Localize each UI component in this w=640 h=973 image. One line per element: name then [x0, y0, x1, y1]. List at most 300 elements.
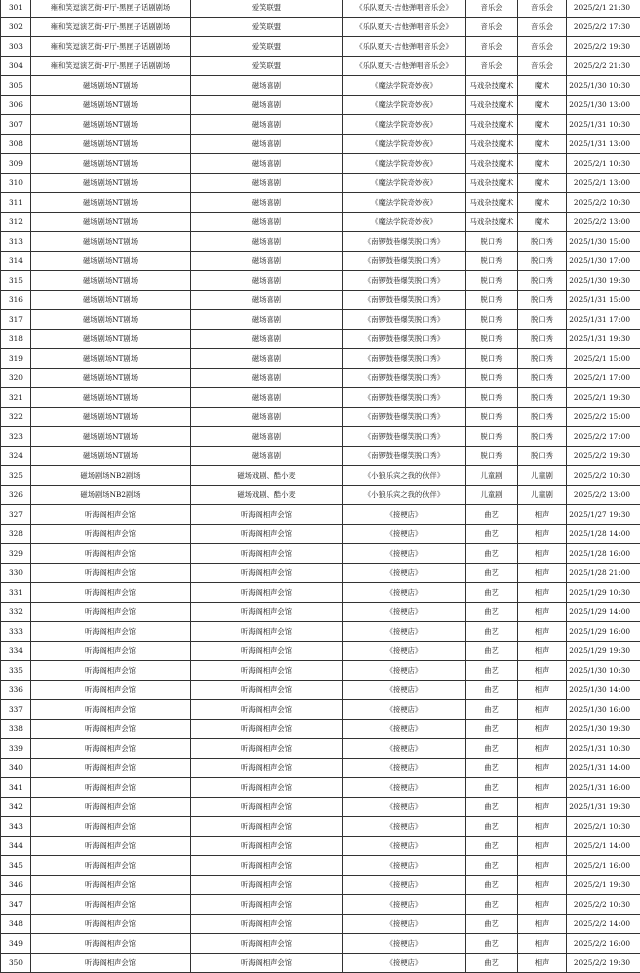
cell-category: 曲艺: [466, 953, 518, 973]
cell-row-number: 323: [1, 427, 31, 447]
cell-show-title: 《接梗店》: [343, 602, 466, 622]
cell-show-title: 《魔法学院奇妙夜》: [343, 173, 466, 193]
cell-organizer: 听海阁相声会馆: [191, 895, 343, 915]
cell-venue: 听海阁相声会馆: [31, 934, 191, 954]
cell-venue: 听海阁相声会馆: [31, 953, 191, 973]
cell-organizer: 听海阁相声会馆: [191, 680, 343, 700]
cell-row-number: 331: [1, 583, 31, 603]
cell-venue: 听海阁相声会馆: [31, 563, 191, 583]
cell-show-time: 2025/2/2 16:00: [567, 934, 640, 954]
table-row: [1, 739, 640, 759]
cell-organizer: 听海阁相声会馆: [191, 563, 343, 583]
cell-show-title: 《接梗店》: [343, 680, 466, 700]
cell-category: 曲艺: [466, 641, 518, 661]
cell-category: 马戏杂技魔术: [466, 115, 518, 135]
cell-category: 马戏杂技魔术: [466, 173, 518, 193]
cell-subcategory: 相声: [518, 524, 567, 544]
cell-subcategory: 相声: [518, 875, 567, 895]
cell-category: 曲艺: [466, 895, 518, 915]
table-row: [1, 76, 640, 96]
cell-row-number: 301: [1, 0, 31, 17]
cell-row-number: 347: [1, 895, 31, 915]
cell-show-time: 2025/2/1 10:30: [567, 154, 640, 174]
cell-organizer: 爱笑联盟: [191, 0, 343, 17]
cell-subcategory: 脱口秀: [518, 349, 567, 369]
cell-organizer: 磁场戏剧、酷小麦: [191, 485, 343, 505]
cell-show-title: 《乐队夏天-吉他弹唱音乐会》: [343, 56, 466, 76]
cell-show-time: 2025/2/1 10:30: [567, 817, 640, 837]
cell-organizer: 磁场喜剧: [191, 154, 343, 174]
cell-show-time: 2025/1/30 14:00: [567, 680, 640, 700]
cell-venue: 磁场剧场NT剧场: [31, 407, 191, 427]
cell-subcategory: 脱口秀: [518, 271, 567, 291]
cell-organizer: 磁场喜剧: [191, 134, 343, 154]
cell-show-time: 2025/2/1 21:30: [567, 0, 640, 17]
cell-venue: 雍和笑逗演艺街-F厅-黑匣子话剧剧场: [31, 56, 191, 76]
cell-category: 脱口秀: [466, 290, 518, 310]
cell-organizer: 听海阁相声会馆: [191, 641, 343, 661]
cell-category: 曲艺: [466, 661, 518, 681]
cell-show-time: 2025/1/28 16:00: [567, 544, 640, 564]
cell-venue: 听海阁相声会馆: [31, 739, 191, 759]
cell-organizer: 听海阁相声会馆: [191, 778, 343, 798]
cell-organizer: 磁场喜剧: [191, 349, 343, 369]
cell-show-time: 2025/1/29 16:00: [567, 622, 640, 642]
cell-show-time: 2025/1/30 17:00: [567, 251, 640, 271]
cell-row-number: 350: [1, 953, 31, 973]
cell-venue: 听海阁相声会馆: [31, 875, 191, 895]
cell-row-number: 342: [1, 797, 31, 817]
cell-category: 曲艺: [466, 797, 518, 817]
cell-venue: 听海阁相声会馆: [31, 544, 191, 564]
cell-venue: 磁场剧场NT剧场: [31, 290, 191, 310]
cell-subcategory: 音乐会: [518, 17, 567, 37]
cell-show-time: 2025/2/2 15:00: [567, 407, 640, 427]
cell-subcategory: 相声: [518, 836, 567, 856]
cell-organizer: 爱笑联盟: [191, 56, 343, 76]
cell-show-time: 2025/1/31 10:30: [567, 739, 640, 759]
cell-organizer: 磁场喜剧: [191, 173, 343, 193]
cell-venue: 磁场剧场NT剧场: [31, 251, 191, 271]
cell-row-number: 313: [1, 232, 31, 252]
cell-show-title: 《接梗店》: [343, 895, 466, 915]
cell-organizer: 听海阁相声会馆: [191, 856, 343, 876]
cell-venue: 听海阁相声会馆: [31, 700, 191, 720]
cell-show-title: 《接梗店》: [343, 563, 466, 583]
cell-organizer: 磁场喜剧: [191, 193, 343, 213]
cell-category: 曲艺: [466, 700, 518, 720]
table-row: [1, 427, 640, 447]
cell-show-title: 《南锣鼓巷爆笑脱口秀》: [343, 388, 466, 408]
cell-row-number: 319: [1, 349, 31, 369]
cell-show-time: 2025/2/1 13:00: [567, 173, 640, 193]
table-row: [1, 680, 640, 700]
cell-show-time: 2025/1/31 19:30: [567, 329, 640, 349]
table-row: [1, 875, 640, 895]
cell-category: 曲艺: [466, 583, 518, 603]
cell-show-title: 《乐队夏天-吉他弹唱音乐会》: [343, 17, 466, 37]
cell-show-time: 2025/2/2 19:30: [567, 953, 640, 973]
cell-subcategory: 相声: [518, 895, 567, 915]
cell-show-title: 《魔法学院奇妙夜》: [343, 134, 466, 154]
cell-category: 音乐会: [466, 17, 518, 37]
cell-show-time: 2025/2/1 19:30: [567, 875, 640, 895]
cell-category: 脱口秀: [466, 446, 518, 466]
cell-show-title: 《南锣鼓巷爆笑脱口秀》: [343, 251, 466, 271]
cell-category: 马戏杂技魔术: [466, 193, 518, 213]
cell-subcategory: 魔术: [518, 212, 567, 232]
cell-show-time: 2025/1/30 15:00: [567, 232, 640, 252]
cell-organizer: 听海阁相声会馆: [191, 934, 343, 954]
cell-show-title: 《接梗店》: [343, 953, 466, 973]
cell-venue: 磁场剧场NB2剧场: [31, 485, 191, 505]
table-row: [1, 700, 640, 720]
cell-subcategory: 魔术: [518, 173, 567, 193]
cell-subcategory: 脱口秀: [518, 427, 567, 447]
cell-subcategory: 魔术: [518, 193, 567, 213]
cell-category: 曲艺: [466, 680, 518, 700]
cell-row-number: 335: [1, 661, 31, 681]
cell-show-title: 《南锣鼓巷爆笑脱口秀》: [343, 349, 466, 369]
cell-show-title: 《接梗店》: [343, 914, 466, 934]
cell-row-number: 317: [1, 310, 31, 330]
cell-category: 曲艺: [466, 914, 518, 934]
cell-row-number: 343: [1, 817, 31, 837]
cell-category: 马戏杂技魔术: [466, 154, 518, 174]
table-row: [1, 641, 640, 661]
table-row: [1, 797, 640, 817]
table-row: [1, 446, 640, 466]
cell-show-title: 《接梗店》: [343, 817, 466, 837]
cell-show-time: 2025/1/29 19:30: [567, 641, 640, 661]
table-row: [1, 719, 640, 739]
cell-show-title: 《接梗店》: [343, 739, 466, 759]
cell-subcategory: 魔术: [518, 76, 567, 96]
cell-venue: 听海阁相声会馆: [31, 758, 191, 778]
table-row: [1, 173, 640, 193]
table-row: [1, 758, 640, 778]
cell-category: 曲艺: [466, 622, 518, 642]
cell-organizer: 听海阁相声会馆: [191, 817, 343, 837]
cell-show-title: 《接梗店》: [343, 797, 466, 817]
cell-venue: 听海阁相声会馆: [31, 641, 191, 661]
cell-organizer: 爱笑联盟: [191, 17, 343, 37]
cell-venue: 听海阁相声会馆: [31, 622, 191, 642]
cell-show-title: 《接梗店》: [343, 622, 466, 642]
cell-category: 马戏杂技魔术: [466, 95, 518, 115]
table-row: [1, 524, 640, 544]
table-row: [1, 661, 640, 681]
cell-category: 曲艺: [466, 778, 518, 798]
cell-show-title: 《魔法学院奇妙夜》: [343, 193, 466, 213]
cell-subcategory: 脱口秀: [518, 446, 567, 466]
cell-show-title: 《接梗店》: [343, 934, 466, 954]
cell-subcategory: 相声: [518, 602, 567, 622]
cell-show-time: 2025/1/31 19:30: [567, 797, 640, 817]
cell-show-time: 2025/2/2 10:30: [567, 466, 640, 486]
table-row: [1, 895, 640, 915]
cell-organizer: 磁场喜剧: [191, 212, 343, 232]
cell-show-title: 《接梗店》: [343, 778, 466, 798]
cell-organizer: 听海阁相声会馆: [191, 602, 343, 622]
cell-show-time: 2025/2/2 19:30: [567, 446, 640, 466]
cell-venue: 听海阁相声会馆: [31, 817, 191, 837]
table-row: [1, 563, 640, 583]
cell-row-number: 309: [1, 154, 31, 174]
cell-subcategory: 脱口秀: [518, 251, 567, 271]
cell-category: 曲艺: [466, 719, 518, 739]
cell-category: 马戏杂技魔术: [466, 134, 518, 154]
cell-show-title: 《南锣鼓巷爆笑脱口秀》: [343, 368, 466, 388]
cell-show-time: 2025/1/31 17:00: [567, 310, 640, 330]
cell-show-title: 《接梗店》: [343, 836, 466, 856]
cell-venue: 听海阁相声会馆: [31, 680, 191, 700]
table-row: [1, 115, 640, 135]
cell-organizer: 磁场喜剧: [191, 407, 343, 427]
table-row: [1, 232, 640, 252]
cell-category: 曲艺: [466, 505, 518, 525]
cell-show-title: 《南锣鼓巷爆笑脱口秀》: [343, 290, 466, 310]
table-row: [1, 17, 640, 37]
cell-category: 儿童剧: [466, 485, 518, 505]
table-row: [1, 388, 640, 408]
cell-show-time: 2025/1/31 10:30: [567, 115, 640, 135]
cell-show-time: 2025/1/27 19:30: [567, 505, 640, 525]
table-row: [1, 290, 640, 310]
cell-show-time: 2025/1/31 15:00: [567, 290, 640, 310]
cell-organizer: 听海阁相声会馆: [191, 875, 343, 895]
table-row: [1, 953, 640, 973]
cell-organizer: 听海阁相声会馆: [191, 583, 343, 603]
cell-show-title: 《接梗店》: [343, 700, 466, 720]
cell-venue: 磁场剧场NT剧场: [31, 76, 191, 96]
cell-subcategory: 相声: [518, 739, 567, 759]
cell-show-title: 《南锣鼓巷爆笑脱口秀》: [343, 271, 466, 291]
table-row: [1, 154, 640, 174]
table-row: [1, 836, 640, 856]
cell-organizer: 磁场喜剧: [191, 329, 343, 349]
cell-show-title: 《小狼乐宾之我的伙伴》: [343, 485, 466, 505]
cell-organizer: 听海阁相声会馆: [191, 914, 343, 934]
cell-category: 脱口秀: [466, 251, 518, 271]
cell-organizer: 听海阁相声会馆: [191, 505, 343, 525]
cell-venue: 磁场剧场NT剧场: [31, 368, 191, 388]
cell-show-title: 《魔法学院奇妙夜》: [343, 76, 466, 96]
table-row: [1, 310, 640, 330]
cell-category: 曲艺: [466, 524, 518, 544]
table-row: [1, 817, 640, 837]
cell-subcategory: 相声: [518, 778, 567, 798]
cell-organizer: 爱笑联盟: [191, 37, 343, 57]
cell-category: 脱口秀: [466, 329, 518, 349]
cell-show-title: 《小狼乐宾之我的伙伴》: [343, 466, 466, 486]
cell-show-time: 2025/1/31 16:00: [567, 778, 640, 798]
cell-venue: 听海阁相声会馆: [31, 914, 191, 934]
cell-row-number: 325: [1, 466, 31, 486]
cell-subcategory: 儿童剧: [518, 485, 567, 505]
cell-row-number: 308: [1, 134, 31, 154]
cell-row-number: 338: [1, 719, 31, 739]
cell-subcategory: 魔术: [518, 154, 567, 174]
cell-organizer: 磁场喜剧: [191, 290, 343, 310]
cell-show-time: 2025/1/30 16:00: [567, 700, 640, 720]
cell-subcategory: 脱口秀: [518, 232, 567, 252]
cell-show-title: 《南锣鼓巷爆笑脱口秀》: [343, 232, 466, 252]
cell-organizer: 听海阁相声会馆: [191, 544, 343, 564]
cell-venue: 听海阁相声会馆: [31, 524, 191, 544]
cell-venue: 磁场剧场NT剧场: [31, 388, 191, 408]
cell-subcategory: 儿童剧: [518, 466, 567, 486]
cell-show-title: 《接梗店》: [343, 641, 466, 661]
cell-category: 马戏杂技魔术: [466, 76, 518, 96]
cell-category: 曲艺: [466, 836, 518, 856]
cell-subcategory: 脱口秀: [518, 329, 567, 349]
table-row: [1, 583, 640, 603]
cell-organizer: 听海阁相声会馆: [191, 758, 343, 778]
table-row: [1, 56, 640, 76]
cell-organizer: 听海阁相声会馆: [191, 661, 343, 681]
cell-row-number: 311: [1, 193, 31, 213]
cell-show-title: 《南锣鼓巷爆笑脱口秀》: [343, 446, 466, 466]
cell-organizer: 磁场喜剧: [191, 76, 343, 96]
cell-show-time: 2025/2/2 14:00: [567, 914, 640, 934]
cell-category: 脱口秀: [466, 407, 518, 427]
cell-row-number: 307: [1, 115, 31, 135]
cell-venue: 磁场剧场NB2剧场: [31, 466, 191, 486]
cell-show-title: 《南锣鼓巷爆笑脱口秀》: [343, 310, 466, 330]
cell-row-number: 312: [1, 212, 31, 232]
table-row: [1, 544, 640, 564]
cell-show-title: 《魔法学院奇妙夜》: [343, 115, 466, 135]
cell-category: 曲艺: [466, 602, 518, 622]
table-row: [1, 212, 640, 232]
cell-category: 脱口秀: [466, 427, 518, 447]
cell-show-title: 《乐队夏天-吉他弹唱音乐会》: [343, 37, 466, 57]
cell-show-time: 2025/1/30 10:30: [567, 661, 640, 681]
cell-show-time: 2025/2/2 17:30: [567, 17, 640, 37]
cell-venue: 听海阁相声会馆: [31, 583, 191, 603]
cell-category: 曲艺: [466, 563, 518, 583]
cell-row-number: 341: [1, 778, 31, 798]
cell-row-number: 348: [1, 914, 31, 934]
cell-show-time: 2025/1/30 10:30: [567, 76, 640, 96]
cell-category: 脱口秀: [466, 388, 518, 408]
cell-show-title: 《魔法学院奇妙夜》: [343, 154, 466, 174]
table-row: [1, 134, 640, 154]
cell-row-number: 327: [1, 505, 31, 525]
cell-show-title: 《南锣鼓巷爆笑脱口秀》: [343, 427, 466, 447]
cell-row-number: 320: [1, 368, 31, 388]
cell-venue: 听海阁相声会馆: [31, 505, 191, 525]
cell-subcategory: 相声: [518, 817, 567, 837]
cell-organizer: 磁场喜剧: [191, 368, 343, 388]
cell-show-time: 2025/1/30 13:00: [567, 95, 640, 115]
cell-show-time: 2025/2/1 14:00: [567, 836, 640, 856]
cell-row-number: 316: [1, 290, 31, 310]
cell-show-time: 2025/2/2 10:30: [567, 895, 640, 915]
table-body: [1, 0, 640, 973]
cell-subcategory: 相声: [518, 563, 567, 583]
cell-organizer: 磁场喜剧: [191, 427, 343, 447]
table-row: [1, 856, 640, 876]
table-row: [1, 329, 640, 349]
cell-subcategory: 相声: [518, 661, 567, 681]
cell-category: 脱口秀: [466, 349, 518, 369]
cell-organizer: 磁场喜剧: [191, 310, 343, 330]
cell-row-number: 318: [1, 329, 31, 349]
table-row: [1, 0, 640, 17]
cell-show-time: 2025/2/2 17:00: [567, 427, 640, 447]
cell-organizer: 磁场喜剧: [191, 271, 343, 291]
cell-show-title: 《接梗店》: [343, 661, 466, 681]
cell-category: 脱口秀: [466, 310, 518, 330]
cell-row-number: 344: [1, 836, 31, 856]
table-row: [1, 622, 640, 642]
cell-show-time: 2025/2/2 21:30: [567, 56, 640, 76]
cell-subcategory: 相声: [518, 914, 567, 934]
cell-organizer: 磁场戏剧、酷小麦: [191, 466, 343, 486]
table-row: [1, 368, 640, 388]
cell-subcategory: 相声: [518, 856, 567, 876]
cell-category: 曲艺: [466, 817, 518, 837]
cell-show-time: 2025/2/2 19:30: [567, 37, 640, 57]
cell-show-title: 《接梗店》: [343, 758, 466, 778]
cell-category: 儿童剧: [466, 466, 518, 486]
cell-venue: 磁场剧场NT剧场: [31, 193, 191, 213]
cell-venue: 磁场剧场NT剧场: [31, 115, 191, 135]
cell-row-number: 333: [1, 622, 31, 642]
cell-subcategory: 脱口秀: [518, 388, 567, 408]
cell-category: 音乐会: [466, 56, 518, 76]
cell-venue: 听海阁相声会馆: [31, 836, 191, 856]
cell-venue: 磁场剧场NT剧场: [31, 154, 191, 174]
cell-row-number: 314: [1, 251, 31, 271]
cell-show-time: 2025/2/1 19:30: [567, 388, 640, 408]
cell-venue: 磁场剧场NT剧场: [31, 446, 191, 466]
cell-venue: 磁场剧场NT剧场: [31, 232, 191, 252]
cell-category: 曲艺: [466, 544, 518, 564]
cell-category: 曲艺: [466, 934, 518, 954]
cell-row-number: 315: [1, 271, 31, 291]
cell-show-time: 2025/2/2 13:00: [567, 485, 640, 505]
cell-venue: 听海阁相声会馆: [31, 778, 191, 798]
cell-venue: 雍和笑逗演艺街-F厅-黑匣子话剧剧场: [31, 17, 191, 37]
cell-row-number: 340: [1, 758, 31, 778]
cell-subcategory: 相声: [518, 719, 567, 739]
cell-subcategory: 相声: [518, 641, 567, 661]
cell-show-title: 《接梗店》: [343, 583, 466, 603]
cell-row-number: 322: [1, 407, 31, 427]
cell-category: 曲艺: [466, 875, 518, 895]
cell-organizer: 磁场喜剧: [191, 232, 343, 252]
cell-row-number: 345: [1, 856, 31, 876]
cell-venue: 听海阁相声会馆: [31, 661, 191, 681]
cell-subcategory: 脱口秀: [518, 407, 567, 427]
cell-subcategory: 相声: [518, 680, 567, 700]
cell-show-title: 《接梗店》: [343, 544, 466, 564]
table-row: [1, 778, 640, 798]
cell-venue: 磁场剧场NT剧场: [31, 271, 191, 291]
cell-category: 曲艺: [466, 758, 518, 778]
table-row: [1, 466, 640, 486]
cell-organizer: 听海阁相声会馆: [191, 719, 343, 739]
cell-show-title: 《魔法学院奇妙夜》: [343, 95, 466, 115]
cell-subcategory: 魔术: [518, 115, 567, 135]
cell-category: 音乐会: [466, 0, 518, 17]
table-row: [1, 934, 640, 954]
cell-category: 曲艺: [466, 739, 518, 759]
cell-show-time: 2025/1/31 14:00: [567, 758, 640, 778]
